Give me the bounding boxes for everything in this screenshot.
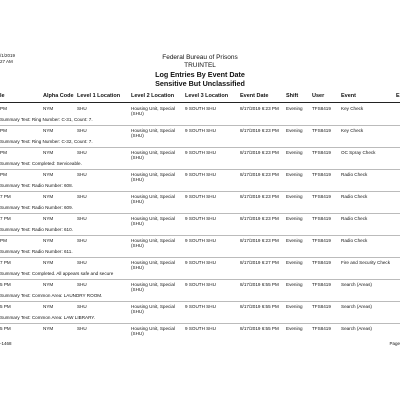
cell-level1: SHU xyxy=(77,326,87,331)
system-name: TRUINTEL xyxy=(184,62,216,69)
cell-time: 5 PM xyxy=(0,326,11,331)
log-entries-table xyxy=(0,104,400,337)
cell-event: Fire and Security Check xyxy=(341,260,391,265)
col-header-extra: E xyxy=(396,93,400,99)
cell-level1: SHU xyxy=(77,106,87,111)
cell-alpha-code: NYM xyxy=(43,194,54,199)
row-fields xyxy=(0,304,400,315)
cell-level2: Housing Unit, Special (SHU) xyxy=(131,326,175,337)
col-header-level2: Level 2 Location xyxy=(131,93,175,99)
cell-level3: 9 SOUTH SHU xyxy=(185,128,216,133)
cell-shift: Evening xyxy=(286,128,303,133)
cell-level2: Housing Unit, Special (SHU) xyxy=(131,282,175,293)
cell-shift: Evening xyxy=(286,326,303,331)
col-header-alpha-code: Alpha Code xyxy=(43,93,74,99)
report-title: Log Entries By Event Date xyxy=(155,70,245,79)
cell-level3: 9 SOUTH SHU xyxy=(185,216,216,221)
cell-level2: Housing Unit, Special (SHU) xyxy=(131,128,175,139)
row-fields xyxy=(0,260,400,271)
col-header-level3: Level 3 Location xyxy=(185,93,229,99)
row-fields xyxy=(0,326,400,337)
row-fields xyxy=(0,172,400,183)
cell-time: PM xyxy=(0,238,7,243)
row-summary-text: Summary Text: Radio Number: 610. xyxy=(0,227,73,232)
table-header xyxy=(0,92,400,103)
cell-shift: Evening xyxy=(286,238,303,243)
cell-alpha-code: NYM xyxy=(43,326,54,331)
table-row xyxy=(0,324,400,337)
table-row xyxy=(0,214,400,236)
cell-time: 7 PM xyxy=(0,194,11,199)
cell-level3: 9 SOUTH SHU xyxy=(185,260,216,265)
cell-event-date: 8/17/2019 6:55 PM xyxy=(240,304,279,309)
cell-event: Key Check xyxy=(341,106,364,111)
cell-event: OC Spray Check xyxy=(341,150,376,155)
cell-event: Search (Areas) xyxy=(341,326,372,331)
row-summary-text: Summary Text: Ring Number: C-32, Count: 7. xyxy=(0,139,93,144)
cell-user: TFS8419 xyxy=(312,194,331,199)
cell-level3: 9 SOUTH SHU xyxy=(185,304,216,309)
cell-user: TFS8419 xyxy=(312,150,331,155)
cell-shift: Evening xyxy=(286,282,303,287)
cell-level1: SHU xyxy=(77,260,87,265)
cell-event-date: 8/17/2019 6:55 PM xyxy=(240,326,279,331)
cell-event-date: 8/17/2019 6:27 PM xyxy=(240,260,279,265)
cell-level1: SHU xyxy=(77,194,87,199)
col-header-shift: Shift xyxy=(286,93,299,99)
cell-event-date: 8/17/2019 6:23 PM xyxy=(240,128,279,133)
row-summary-text: Summary Text: Radio Number: 611. xyxy=(0,249,73,254)
agency-name: Federal Bureau of Prisons xyxy=(162,54,238,61)
cell-user: TFS8419 xyxy=(312,260,331,265)
table-row xyxy=(0,126,400,148)
cell-shift: Evening xyxy=(286,216,303,221)
cell-event-date: 8/17/2019 6:23 PM xyxy=(240,106,279,111)
table-row xyxy=(0,192,400,214)
cell-event: Radio Check xyxy=(341,216,368,221)
cell-event-date: 8/17/2019 6:23 PM xyxy=(240,172,279,177)
cell-event: Search (Areas) xyxy=(341,282,372,287)
cell-level3: 9 SOUTH SHU xyxy=(185,238,216,243)
table-row xyxy=(0,302,400,324)
row-summary-text: Summary Text: Completed. All appears safe and secure xyxy=(0,271,114,276)
cell-level2: Housing Unit, Special (SHU) xyxy=(131,106,175,117)
cell-event-date: 8/17/2019 6:23 PM xyxy=(240,238,279,243)
col-header-level1: Level 1 Location xyxy=(77,93,121,99)
cell-level2: Housing Unit, Special (SHU) xyxy=(131,194,175,205)
cell-alpha-code: NYM xyxy=(43,282,54,287)
table-row xyxy=(0,104,400,126)
cell-time: 5 PM xyxy=(0,304,11,309)
cell-user: TFS8419 xyxy=(312,106,331,111)
cell-alpha-code: NYM xyxy=(43,304,54,309)
cell-shift: Evening xyxy=(286,150,303,155)
cell-event: Radio Check xyxy=(341,194,368,199)
cell-shift: Evening xyxy=(286,172,303,177)
cell-alpha-code: NYM xyxy=(43,238,54,243)
cell-shift: Evening xyxy=(286,194,303,199)
cell-event: Search (Areas) xyxy=(341,304,372,309)
row-summary-text: Summary Text: Common Area: LAUNDRY ROOM. xyxy=(0,293,103,298)
row-summary-text: Summary Text: Ring Number: C-31, Count: 7. xyxy=(0,117,93,122)
cell-time: 5 PM xyxy=(0,282,11,287)
cell-alpha-code: NYM xyxy=(43,260,54,265)
cell-time: PM xyxy=(0,106,7,111)
report-title-block xyxy=(0,54,400,88)
cell-level2: Housing Unit, Special (SHU) xyxy=(131,238,175,249)
footer-id: -1468 xyxy=(0,341,12,346)
cell-user: TFS8419 xyxy=(312,282,331,287)
cell-time: PM xyxy=(0,150,7,155)
cell-level1: SHU xyxy=(77,150,87,155)
cell-level3: 9 SOUTH SHU xyxy=(185,326,216,331)
cell-event-date: 8/17/2019 6:23 PM xyxy=(240,216,279,221)
cell-level3: 9 SOUTH SHU xyxy=(185,172,216,177)
row-fields xyxy=(0,282,400,293)
cell-level3: 9 SOUTH SHU xyxy=(185,150,216,155)
cell-level2: Housing Unit, Special (SHU) xyxy=(131,172,175,183)
cell-user: TFS8419 xyxy=(312,128,331,133)
col-header-user: User xyxy=(312,93,325,99)
cell-shift: Evening xyxy=(286,106,303,111)
cell-level1: SHU xyxy=(77,128,87,133)
cell-level3: 9 SOUTH SHU xyxy=(185,194,216,199)
cell-level1: SHU xyxy=(77,304,87,309)
cell-level3: 9 SOUTH SHU xyxy=(185,282,216,287)
row-fields xyxy=(0,150,400,161)
row-fields xyxy=(0,194,400,205)
cell-shift: Evening xyxy=(286,260,303,265)
cell-alpha-code: NYM xyxy=(43,150,54,155)
cell-alpha-code: NYM xyxy=(43,172,54,177)
row-fields xyxy=(0,106,400,117)
cell-level2: Housing Unit, Special (SHU) xyxy=(131,304,175,315)
cell-shift: Evening xyxy=(286,304,303,309)
row-fields xyxy=(0,128,400,139)
cell-event: Radio Check xyxy=(341,238,368,243)
cell-alpha-code: NYM xyxy=(43,106,54,111)
cell-level1: SHU xyxy=(77,282,87,287)
cell-time: PM xyxy=(0,128,7,133)
table-row xyxy=(0,280,400,302)
cell-user: TFS8419 xyxy=(312,326,331,331)
cell-level2: Housing Unit, Special (SHU) xyxy=(131,260,175,271)
cell-event: Key Check xyxy=(341,128,364,133)
cell-time: 7 PM xyxy=(0,260,11,265)
cell-user: TFS8419 xyxy=(312,238,331,243)
row-summary-text: Summary Text: Radio Number: 609. xyxy=(0,205,73,210)
cell-user: TFS8419 xyxy=(312,216,331,221)
cell-user: TFS8419 xyxy=(312,304,331,309)
cell-level1: SHU xyxy=(77,238,87,243)
table-row xyxy=(0,258,400,280)
row-fields xyxy=(0,238,400,249)
cell-level2: Housing Unit, Special (SHU) xyxy=(131,150,175,161)
cell-alpha-code: NYM xyxy=(43,216,54,221)
table-row xyxy=(0,148,400,170)
cell-level1: SHU xyxy=(77,172,87,177)
cell-level2: Housing Unit, Special (SHU) xyxy=(131,216,175,227)
cell-event-date: 8/17/2019 6:23 PM xyxy=(240,150,279,155)
col-header-event-date: Event Date xyxy=(240,93,269,99)
footer-page: Page xyxy=(389,341,400,346)
cell-alpha-code: NYM xyxy=(43,128,54,133)
cell-time: 7 PM xyxy=(0,216,11,221)
cell-event-date: 8/17/2019 6:55 PM xyxy=(240,282,279,287)
cell-level3: 9 SOUTH SHU xyxy=(185,106,216,111)
print-date: /1/2019 xyxy=(0,53,16,58)
col-header-time: le xyxy=(0,93,5,99)
row-summary-text: Summary Text: Completed: Serviceable. xyxy=(0,161,82,166)
col-header-event: Event xyxy=(341,93,356,99)
print-time: 27 AM xyxy=(0,59,13,64)
cell-time: PM xyxy=(0,172,7,177)
cell-user: TFS8419 xyxy=(312,172,331,177)
cell-event: Radio Check xyxy=(341,172,368,177)
cell-level1: SHU xyxy=(77,216,87,221)
row-fields xyxy=(0,216,400,227)
row-summary-text: Summary Text: Common Area: LAW LIBRARY. xyxy=(0,315,96,320)
table-row xyxy=(0,170,400,192)
table-row xyxy=(0,236,400,258)
classification-label: Sensitive But Unclassified xyxy=(155,79,245,88)
row-summary-text: Summary Text: Radio Number: 608. xyxy=(0,183,73,188)
cell-event-date: 8/17/2019 6:23 PM xyxy=(240,194,279,199)
